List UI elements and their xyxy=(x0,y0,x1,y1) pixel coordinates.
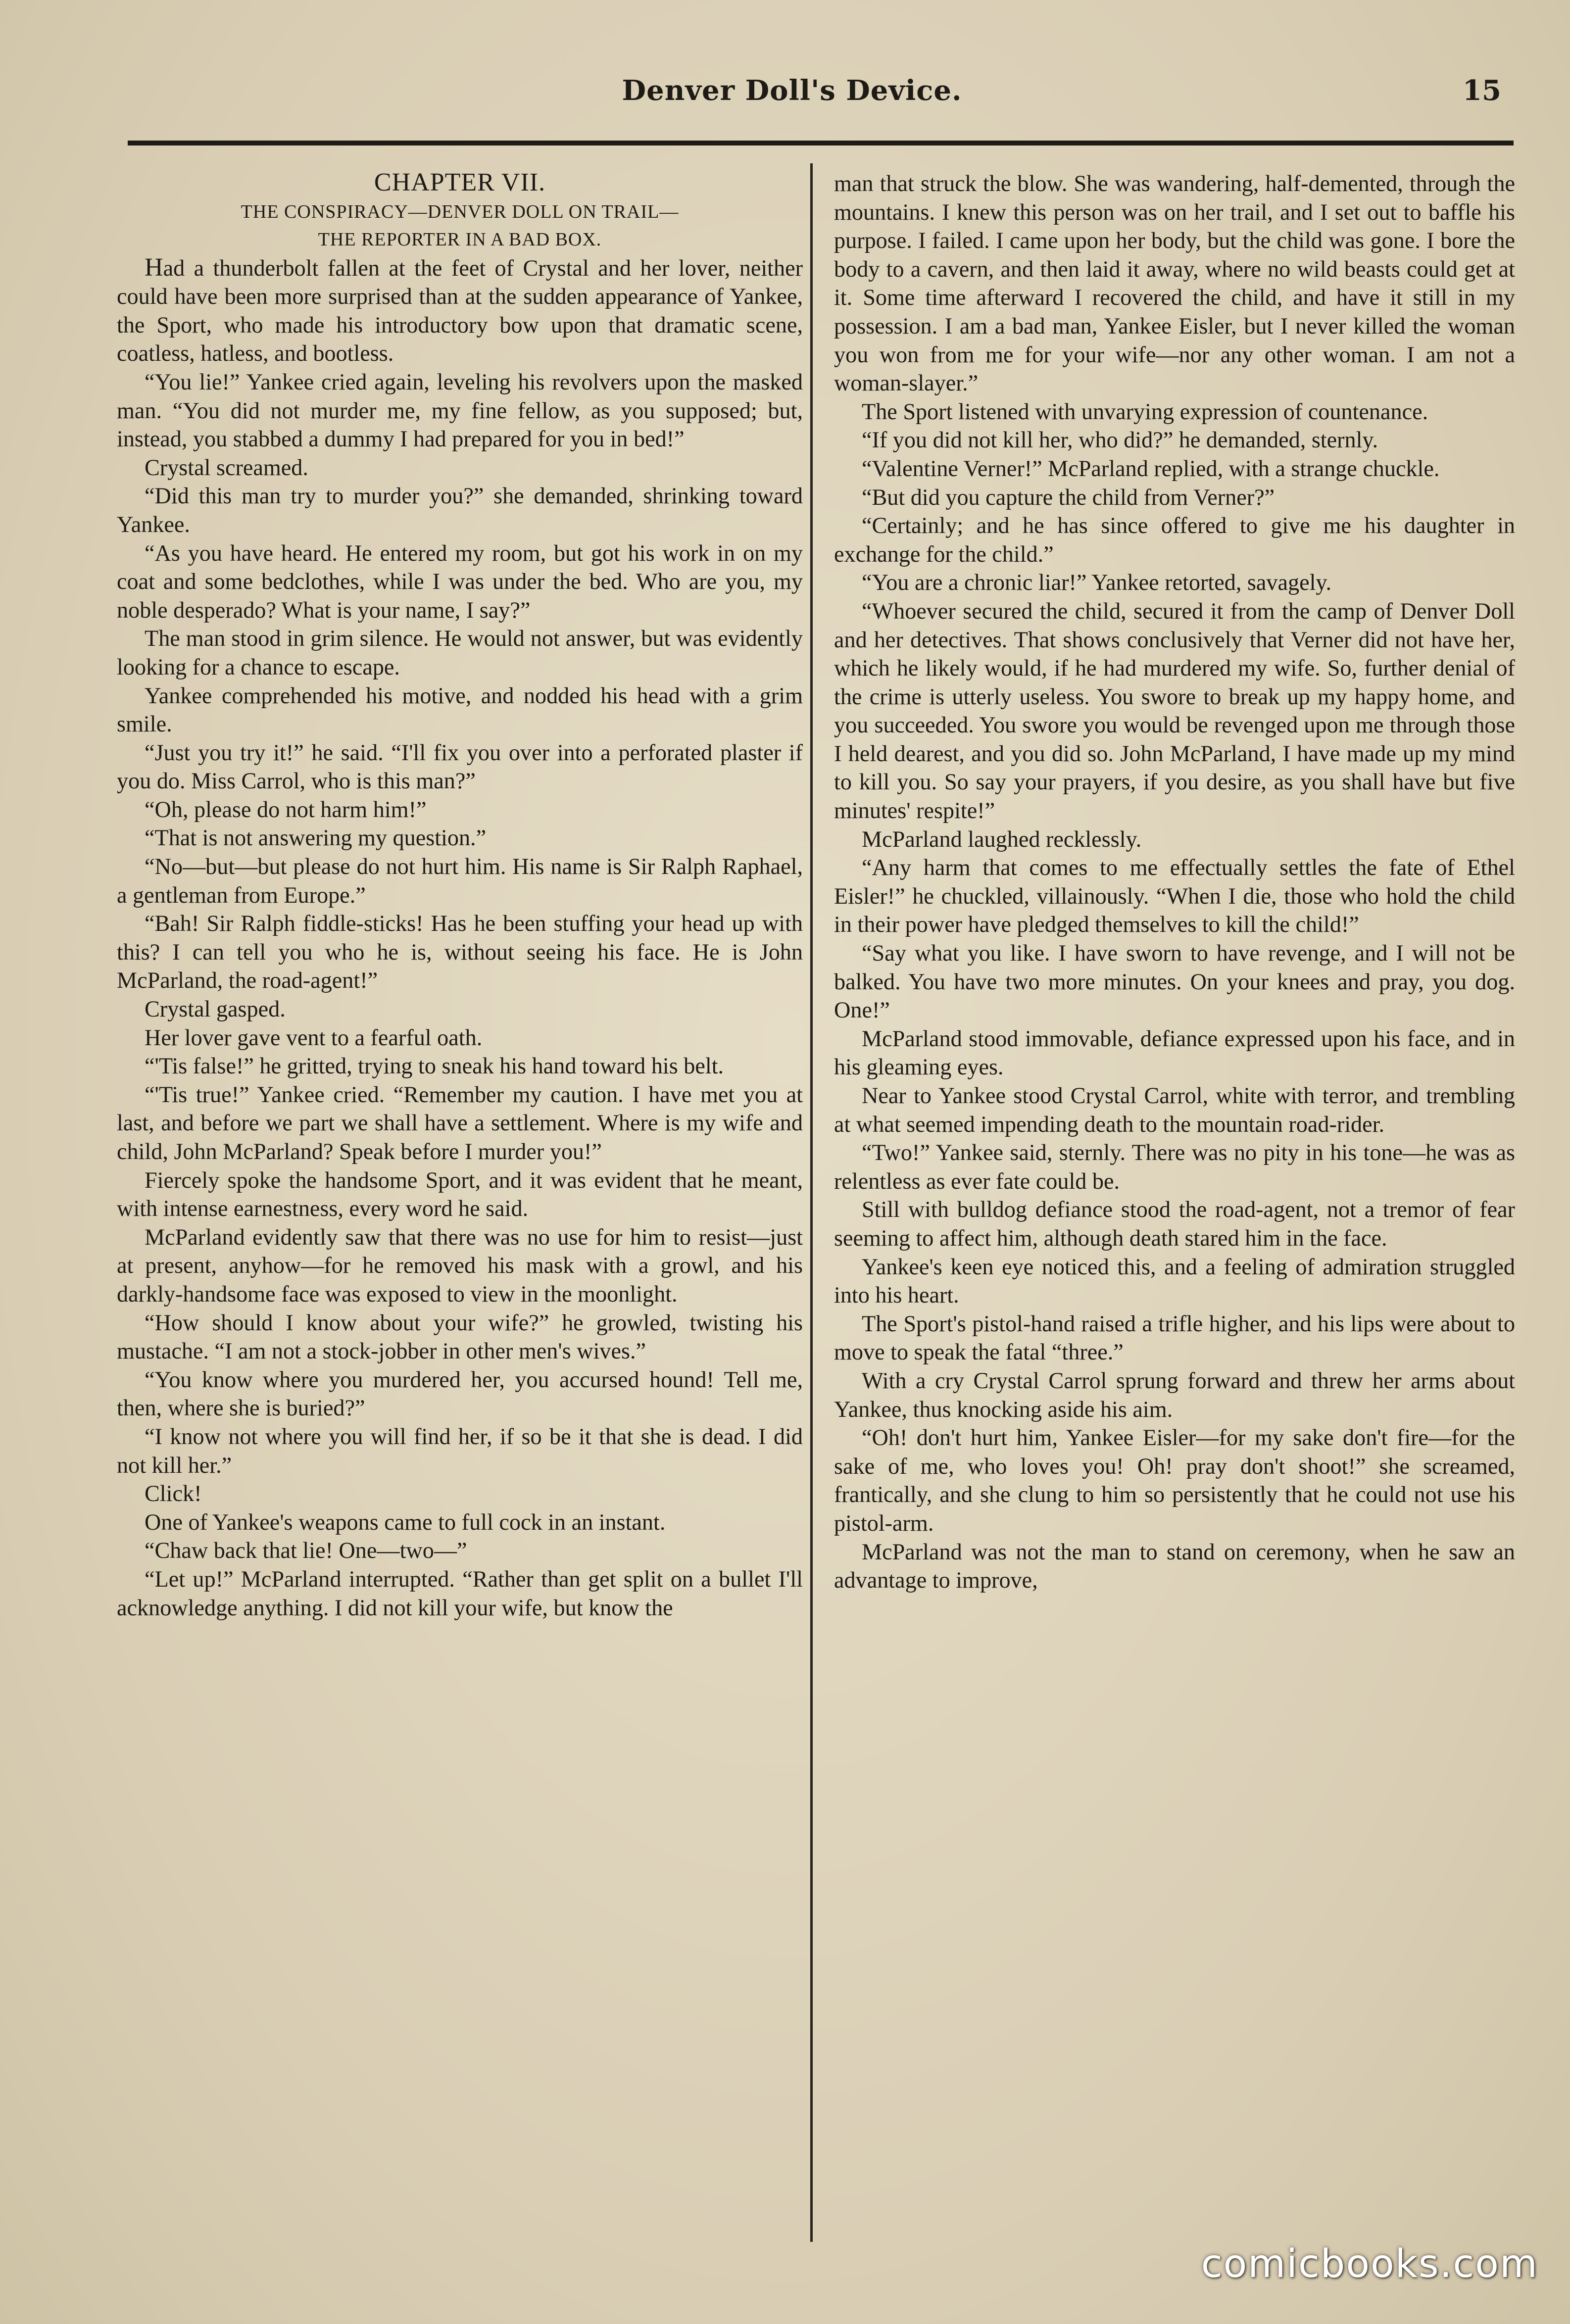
paragraph: “'Tis false!” he gritted, trying to sneak his hand toward his belt. xyxy=(145,1053,724,1079)
chapter-subtitle-line-2: THE REPORTER IN A BAD BOX. xyxy=(318,229,602,250)
running-head: Denver Doll's Device. xyxy=(622,74,962,107)
paragraph: “If you did not kill her, who did?” he demanded, sternly. xyxy=(862,427,1378,453)
paragraph: “Valentine Verner!” McParland replied, with a strange chuckle. xyxy=(862,455,1440,481)
paragraph: Her lover gave vent to a fearful oath. xyxy=(145,1024,483,1050)
paragraph: Near to Yankee stood Crystal Carrol, white with terror, and trembling at what seemed impending death to the mountain road-rider. xyxy=(834,1083,1515,1137)
paragraph: Had a thunderbolt fallen at the feet of Crystal and her lover, neither could have been more surprised than at the sudden appearance of Yankee, the Sport, who made his introductory bow upon that dramatic scene, coatless, hatless, and bootless. xyxy=(117,253,803,366)
paragraph: “Two!” Yankee said, sternly. There was no pity in his tone—he was as relentless as ever fate could be. xyxy=(834,1140,1515,1194)
paragraph: Yankee's keen eye noticed this, and a feeling of admiration struggled into his heart. xyxy=(834,1254,1515,1308)
paragraph: “Oh, please do not harm him!” xyxy=(145,796,427,822)
paragraph: Still with bulldog defiance stood the road-agent, not a tremor of fear seeming to affect him, although death stared him in the face. xyxy=(834,1197,1515,1251)
paragraph: “Bah! Sir Ralph fiddle-sticks! Has he been stuffing your head up with this? I can tell you who he is, without seeing his face. He is John McParland, the road-agent!” xyxy=(117,911,803,993)
paragraph: “Say what you like. I have sworn to have revenge, and I will not be balked. You have two more minutes. On your knees and pray, you dog. One!” xyxy=(834,940,1515,1023)
paragraph: “You are a chronic liar!” Yankee retorted, savagely. xyxy=(862,570,1332,595)
paragraph: “I know not where you will find her, if so be it that she is dead. I did not kill her.” xyxy=(117,1423,803,1478)
paragraph: The Sport's pistol-hand raised a trifle higher, and his lips were about to move to speak the fatal “three.” xyxy=(834,1310,1515,1365)
column-divider xyxy=(810,163,813,2242)
paragraph: “No—but—but please do not hurt him. His name is Sir Ralph Raphael, a gentleman from Europe.” xyxy=(117,854,803,908)
paragraph: “Certainly; and he has since offered to give me his daughter in exchange for the child.” xyxy=(834,513,1515,567)
paragraph: “But did you capture the child from Verner?” xyxy=(862,484,1275,510)
paragraph: “Oh! don't hurt him, Yankee Eisler—for my sake don't fire—for the sake of me, who loves you! Oh! pray don't shoot!” she screamed, frantically, and she clung to him so persistently that he could not use his pistol-arm. xyxy=(834,1425,1515,1536)
left-column xyxy=(117,168,803,1622)
paragraph: Click! xyxy=(145,1481,202,1506)
paragraph: “'Tis true!” Yankee cried. “Remember my caution. I have met you at last, and before we part we shall have a settlement. Where is my wife and child, John McParland? Speak before I murder you!” xyxy=(117,1081,803,1164)
chapter-subtitle-line-1: THE CONSPIRACY—DENVER DOLL ON TRAIL— xyxy=(241,201,679,222)
paragraph: McParland stood immovable, defiance expressed upon his face, and in his gleaming eyes. xyxy=(834,1025,1515,1080)
paragraph: “Let up!” McParland interrupted. “Rather than get split on a bullet I'll acknowledge anything. I did not kill your wife, but know the xyxy=(117,1566,803,1620)
header-rule xyxy=(128,141,1514,145)
chapter-title: CHAPTER VII. xyxy=(374,168,546,196)
paragraph: One of Yankee's weapons came to full cock in an instant. xyxy=(145,1509,666,1535)
paragraph: Fiercely spoke the handsome Sport, and it was evident that he meant, with intense earnestness, every word he said. xyxy=(117,1167,803,1221)
paragraph: Crystal gasped. xyxy=(145,996,286,1022)
paragraph: “You lie!” Yankee cried again, leveling his revolvers upon the masked man. “You did not murder me, my fine fellow, as you supposed; but, instead, you stabbed a dummy I had prepared for you in bed!” xyxy=(117,369,803,452)
paragraph: Crystal screamed. xyxy=(145,454,308,480)
paragraph: Yankee comprehended his motive, and nodded his head with a grim smile. xyxy=(117,682,803,737)
paragraph: McParland laughed recklessly. xyxy=(862,826,1142,852)
paragraph: The Sport listened with unvarying expression of countenance. xyxy=(862,398,1428,424)
paragraph: “How should I know about your wife?” he growled, twisting his mustache. “I am not a stock-jobber in other men's wives.” xyxy=(117,1309,803,1364)
paragraph: “Whoever secured the child, secured it from the camp of Denver Doll and her detectives. That shows conclusively that Verner did not have her, which he likely would, if he had murdered my wife. So, further denial of the crime is utterly useless. You swore to break up my happy home, and you succeeded. You swore you would be revenged upon me through those I held dearest, and you did so. John McParland, I have made up my mind to kill you. So say your prayers, if you desire, as you shall have but five minutes' respite!” xyxy=(834,598,1515,823)
paragraph: “You know where you murdered her, you accursed hound! Tell me, then, where she is buried?” xyxy=(117,1366,803,1421)
paragraph: McParland evidently saw that there was no use for him to resist—just at present, anyhow—for he removed his mask with a growl, and his darkly-handsome face was exposed to view in the moonlight. xyxy=(117,1224,803,1307)
paragraph: The man stood in grim silence. He would not answer, but was evidently looking for a chance to escape. xyxy=(117,626,803,679)
right-column xyxy=(834,169,1515,1595)
watermark: comicbooks.com xyxy=(1201,2242,1538,2286)
paragraph: “Did this man try to murder you?” she demanded, shrinking toward Yankee. xyxy=(117,483,803,537)
paragraph: man that struck the blow. She was wandering, half-demented, through the mountains. I knew this person was on her trail, and I set out to baffle his purpose. I failed. I came upon her body, but the child was gone. I bore the body to a cavern, and then laid it away, where no wild beasts could get at it. Some time afterward I recovered the child, and have it still in my possession. I am a bad man, Yankee Eisler, but I never killed the woman you won from me for your wife—nor any other woman. I am not a woman-slayer.” xyxy=(834,171,1515,396)
paragraph: “That is not answering my question.” xyxy=(145,825,487,851)
paragraph: McParland was not the man to stand on ceremony, when he saw an advantage to improve, xyxy=(834,1539,1515,1593)
page-number: 15 xyxy=(1463,74,1501,107)
paragraph: “Chaw back that lie! One—two—” xyxy=(145,1538,467,1563)
paragraph: With a cry Crystal Carrol sprung forward and threw her arms about Yankee, thus knocking aside his aim. xyxy=(834,1367,1515,1422)
paragraph: “Just you try it!” he said. “I'll fix you over into a perforated plaster if you do. Miss Carrol, who is this man?” xyxy=(117,739,803,794)
paragraph: “Any harm that comes to me effectually settles the fate of Ethel Eisler!” he chuckled, villainously. “When I die, those who hold the child in their power have pledged themselves to kill the child!” xyxy=(834,855,1515,937)
paragraph: “As you have heard. He entered my room, but got his work in on my coat and some bedclothes, while I was under the bed. Who are you, my noble desperado? What is your name, I say?” xyxy=(117,540,803,623)
